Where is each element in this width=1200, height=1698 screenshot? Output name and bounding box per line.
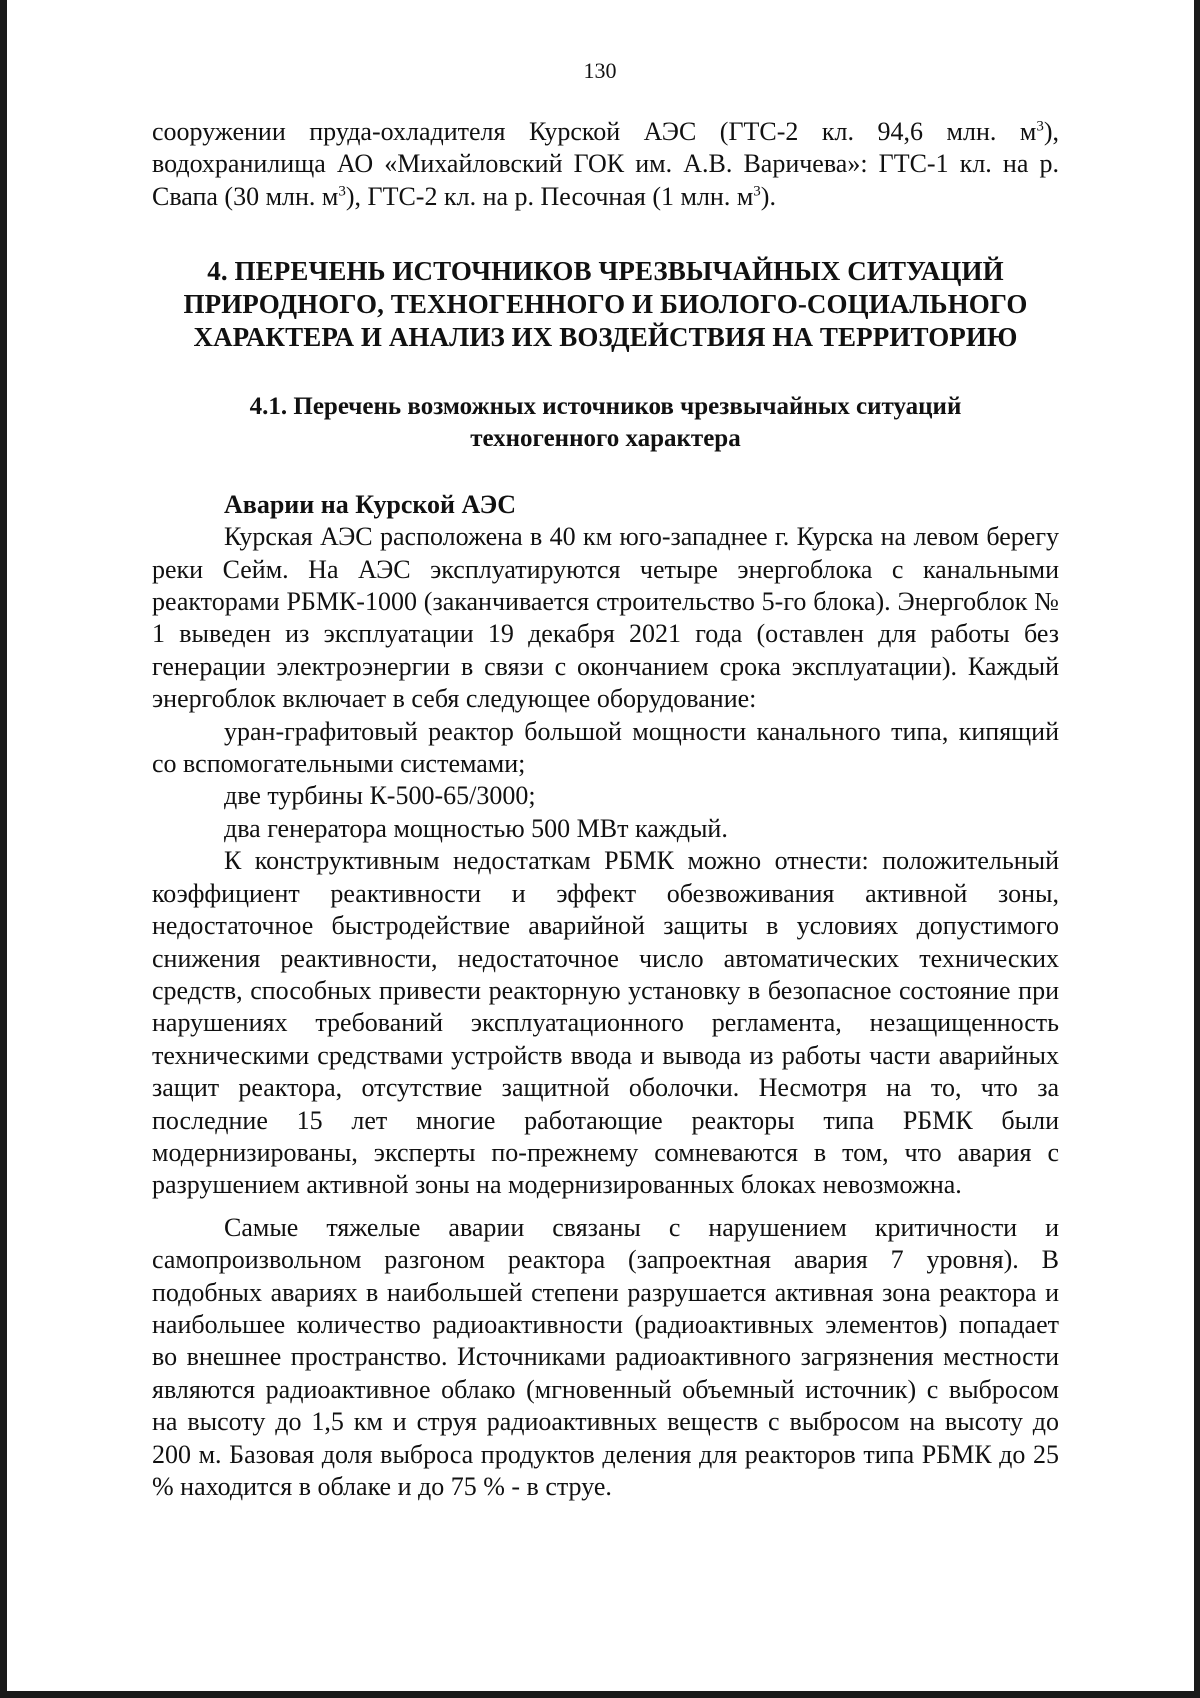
section-title-line-2: ПРИРОДНОГО, ТЕХНОГЕННОГО И БИОЛОГО-СОЦИАЛЬНОГО: [183, 289, 1028, 320]
equipment-item: уран-графитовый реактор большой мощности канального типа, кипящий со вспомогательными системами;: [152, 716, 1059, 779]
accidents-paragraph-3: Самые тяжелые аварии связаны с нарушением критичности и самопроизвольном разгоном реактора (запроектная авария 7 уровня). В подобных авариях в наибольшей степени разрушается активная зона реактора и наибольшее количество радиоактивности (радиоактивных элементов) попадает во внешнее пространство. Источниками радиоактивного загрязнения местности являются радиоактивное облако (мгновенный объемный источник) с выбросом на высоту до 1,5 км и струя радиоактивных веществ с выбросом на высоту до 200 м. Базовая доля выброса продуктов деления для реакторов типа РБМК до 25 % находится в облаке и до 75 % - в струе.: [152, 1212, 1059, 1501]
intro-text-1: сооружении пруда-охладителя Курской АЭС (ГТС-2 кл. 94,6 млн. м: [152, 117, 1037, 146]
page-content: [152, 116, 1059, 1503]
section-title-line-3: ХАРАКТЕРА И АНАЛИЗ ИХ ВОЗДЕЙСТВИЯ НА ТЕРРИТОРИЮ: [193, 322, 1018, 353]
equipment-item: два генератора мощностью 500 МВт каждый.: [224, 813, 728, 843]
accidents-paragraph-2: К конструктивным недостаткам РБМК можно отнести: положительный коэффициент реактивности и эффект обезвоживания активной зоны, недостаточное быстродействие аварийной защиты в условиях допустимого снижения реактивности, недостаточное число автоматических технических средств, способных привести реакторную установку в безопасное состояние при нарушениях требований эксплуатационного регламента, незащищенность техническими средствами устройств ввода и вывода из работы части аварийных защит реактора, отсутствие защитной оболочки. Несмотря на то, что за последние 15 лет многие работающие реакторы типа РБМК были модернизированы, эксперты по-прежнему сомневаются в том, что авария с разрушением активной зоны на модернизированных блоках невозможна.: [152, 846, 1059, 1200]
intro-paragraph: [152, 116, 1059, 213]
intro-sup-1: 3: [1036, 118, 1044, 135]
intro-text-3: ), ГТС-2 кл. на р. Песочная (1 млн. м: [345, 181, 754, 211]
subsection-title: [152, 391, 1059, 455]
intro-text-2: ), водохранилища АО «Михайловский ГОК им. А.В. Варичева»: ГТС-1 кл. на р. Свапа (30 млн. м: [152, 117, 1059, 211]
intro-text-4: ).: [760, 181, 776, 211]
scan-border-bottom: [0, 1691, 1200, 1698]
intro-sup-2: 3: [338, 183, 346, 200]
intro-sup-3: 3: [753, 183, 761, 200]
accidents-paragraph-1: Курская АЭС расположена в 40 км юго-западнее г. Курска на левом берегу реки Сейм. На АЭС эксплуатируются четыре энергоблока с канальными реакторами РБМК-1000 (заканчивается строительство 5-го блока). Энергоблок № 1 выведен из эксплуатации 19 декабря 2021 года (оставлен для работы без генерации электроэнергии в связи с окончанием срока эксплуатации). Каждый энергоблок включает в себя следующее оборудование:: [152, 522, 1059, 714]
subsection-title-line-2: техногенного характера: [470, 425, 741, 453]
equipment-item: две турбины К-500-65/3000;: [224, 781, 536, 811]
accidents-heading: Аварии на Курской АЭС: [224, 490, 517, 520]
subsection-title-line-1: 4.1. Перечень возможных источников чрезвычайных ситуаций: [249, 393, 962, 421]
scan-border-right: [1194, 0, 1200, 1698]
scan-border-left: [0, 0, 7, 1698]
section-title-line-1: 4. ПЕРЕЧЕНЬ ИСТОЧНИКОВ ЧРЕЗВЫЧАЙНЫХ СИТУАЦИЙ: [207, 256, 1004, 287]
page-number: 130: [583, 58, 617, 83]
section-title: [152, 255, 1059, 354]
